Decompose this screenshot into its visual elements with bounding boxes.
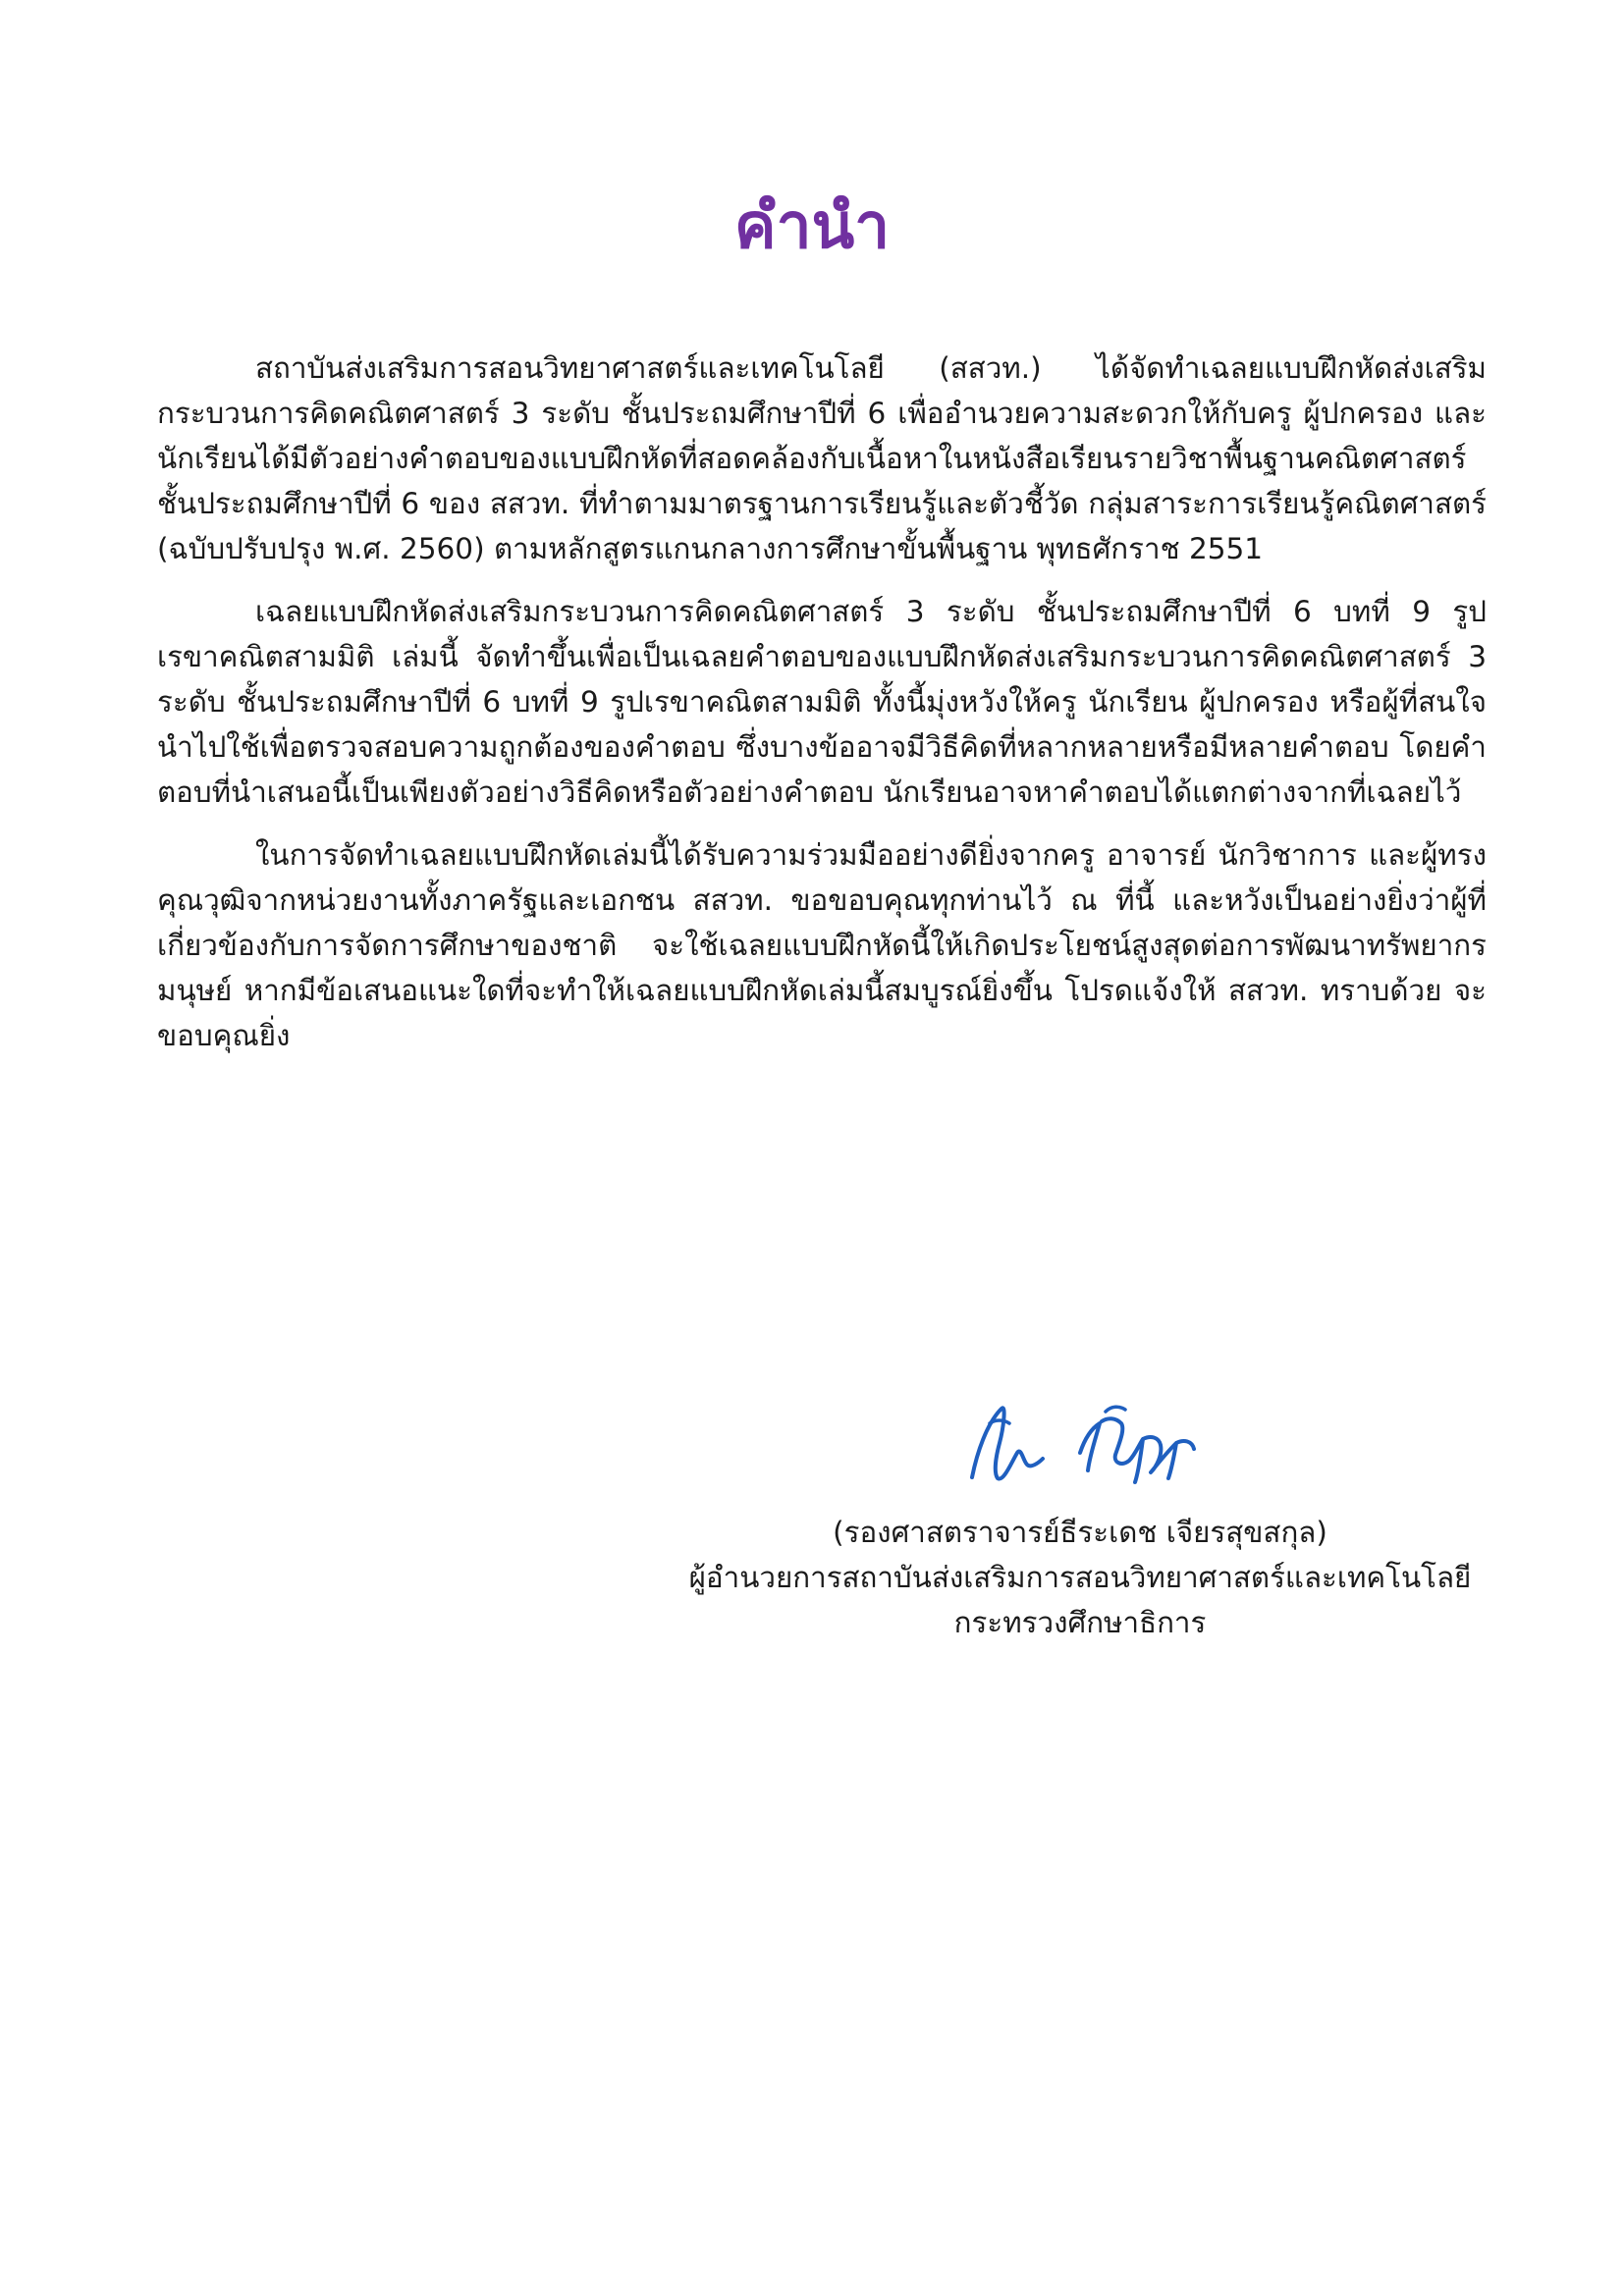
signer-position: ผู้อำนวยการสถาบันส่งเสริมการสอนวิทยาศาสตร์และเทคโนโลยี <box>688 1561 1472 1594</box>
body-text <box>157 346 1487 1076</box>
paragraph-3: ในการจัดทำเฉลยแบบฝึกหัดเล่มนี้ได้รับความร่วมมืออย่างดียิ่งจากครู อาจารย์ นักวิชาการ และผู้ทรงคุณวุฒิจากหน่วยงานทั้งภาครัฐและเอกชน สสวท. ขอขอบคุณทุกท่านไว้ ณ ที่นี้ และหวังเป็นอย่างยิ่งว่าผู้ที่เกี่ยวข้องกับการจัดการศึกษาของชาติ จะใช้เฉลยแบบฝึกหัดนี้ให้เกิดประโยชน์สูงสุดต่อการพัฒนาทรัพยากรมนุษย์ หากมีข้อเสนอแนะใดที่จะทำให้เฉลยแบบฝึกหัดเล่มนี้สมบูรณ์ยิ่งขึ้น โปรดแจ้งให้ สสวท. ทราบด้วย จะขอบคุณยิ่ง <box>157 838 1487 1052</box>
page-title: คำนำ <box>733 190 891 263</box>
signer-organization: กระทรวงศึกษาธิการ <box>953 1606 1207 1639</box>
signer-name: (รองศาสตราจารย์ธีระเดช เจียรสุขสกุล) <box>833 1516 1327 1549</box>
paragraph-2: เฉลยแบบฝึกหัดส่งเสริมกระบวนการคิดคณิตศาสตร์ 3 ระดับ ชั้นประถมศึกษาปีที่ 6 บทที่ 9 รูปเรขาคณิตสามมิติ เล่มนี้ จัดทำขึ้นเพื่อเป็นเฉลยคำตอบของแบบฝึกหัดส่งเสริมกระบวนการคิดคณิตศาสตร์ 3 ระดับ ชั้นประถมศึกษาปีที่ 6 บทที่ 9 รูปเรขาคณิตสามมิติ ทั้งนี้มุ่งหวังให้ครู นักเรียน ผู้ปกครอง หรือผู้ที่สนใจ นำไปใช้เพื่อตรวจสอบความถูกต้องของคำตอบ ซึ่งบางข้ออาจมีวิธีคิดที่หลากหลายหรือมีหลายคำตอบ โดยคำตอบที่นำเสนอนี้เป็นเพียงตัวอย่างวิธีคิดหรือตัวอย่างคำตอบ นักเรียนอาจหาคำตอบได้แตกต่างจากที่เฉลยไว้ <box>157 595 1487 809</box>
handwritten-signature <box>933 1384 1227 1502</box>
signature-block <box>628 1384 1532 1645</box>
paragraph-1: สถาบันส่งเสริมการสอนวิทยาศาสตร์และเทคโนโลยี (สสวท.) ได้จัดทำเฉลยแบบฝึกหัดส่งเสริมกระบวนการคิดคณิตศาสตร์ 3 ระดับ ชั้นประถมศึกษาปีที่ 6 เพื่ออำนวยความสะดวกให้กับครู ผู้ปกครอง และนักเรียนได้มีตัวอย่างคำตอบของแบบฝึกหัดที่สอดคล้องกับเนื้อหาในหนังสือเรียนรายวิชาพื้นฐานคณิตศาสตร์ ชั้นประถมศึกษาปีที่ 6 ของ สสวท. ที่ทำตามมาตรฐานการเรียนรู้และตัวชี้วัด กลุ่มสาระการเรียนรู้คณิตศาสตร์ (ฉบับปรับปรุง พ.ศ. 2560) ตามหลักสูตรแกนกลางการศึกษาขั้นพื้นฐาน พุทธศักราช 2551 <box>157 351 1487 565</box>
